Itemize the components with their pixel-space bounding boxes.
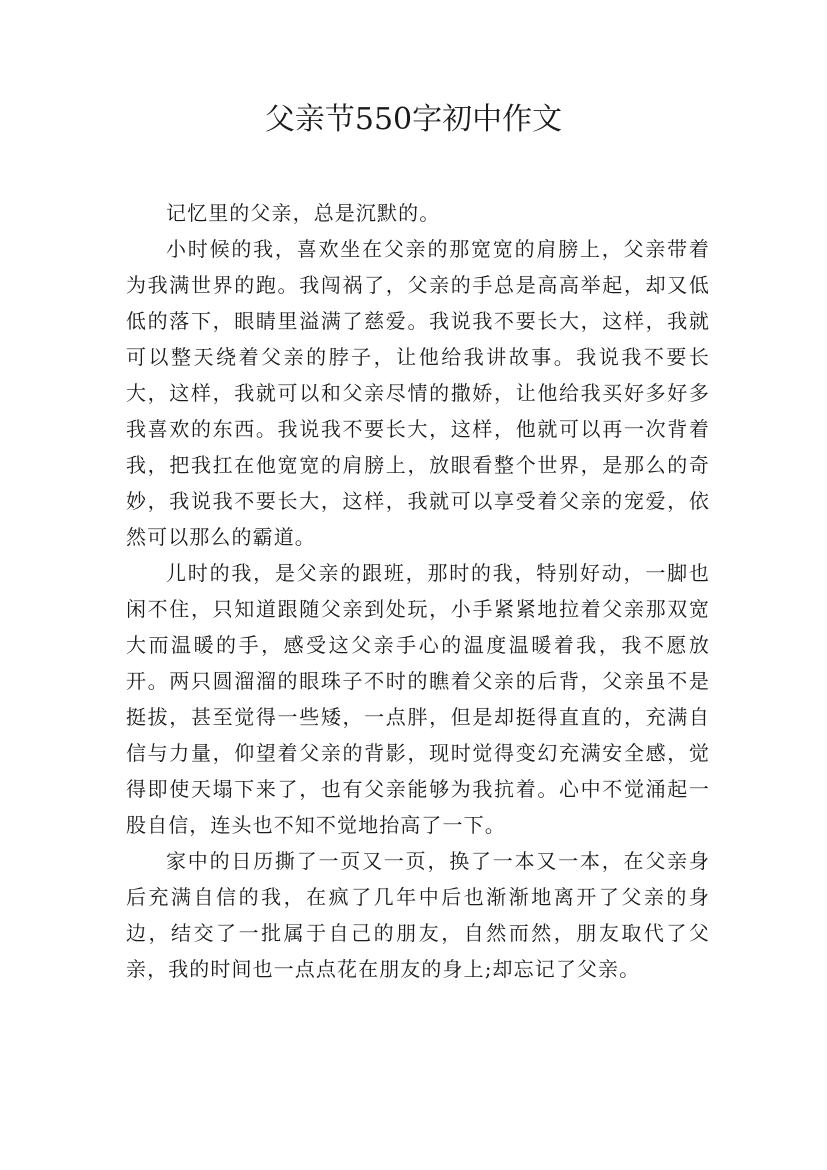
paragraph-3: 儿时的我，是父亲的跟班，那时的我，特别好动，一脚也闲不住，只知道跟随父亲到处玩，小手紧紧地拉着父亲那双宽大而温暖的手，感受这父亲手心的温度温暖着我，我不愿放开。两只圆溜溜的眼珠子不时的瞧着父亲的后背，父亲虽不是挺拔，甚至觉得一些矮，一点胖，但是却挺得直直的，充满自信与力量，仰望着父亲的背影，现时觉得变幻充满安全感，觉得即使天塌下来了，也有父亲能够为我抗着。心中不觉涌起一股自信，连头也不知不觉地抬高了一下。	[126, 561, 710, 837]
document-title: 父亲节550字初中作文	[264, 102, 563, 137]
paragraph-2: 小时候的我，喜欢坐在父亲的那宽宽的肩膀上，父亲带着为我满世界的跑。我闯祸了，父亲的手总是高高举起，却又低低的落下，眼睛里溢满了慈爱。我说我不要长大，这样，我就可以整天绕着父亲的脖子，让他给我讲故事。我说我不要长大，这样，我就可以和父亲尽情的撒娇，让他给我买好多好多我喜欢的东西。我说我不要长大，这样，他就可以再一次背着我，把我扛在他宽宽的肩膀上，放眼看整个世界，是那么的奇妙，我说我不要长大，这样，我就可以享受着父亲的宠爱，依然可以那么的霸道。	[126, 237, 710, 549]
paragraph-4: 家中的日历撕了一页又一页，换了一本又一本，在父亲身后充满自信的我，在疯了几年中后也渐渐地离开了父亲的身边，结交了一批属于自己的朋友，自然而然，朋友取代了父亲，我的时间也一点点花在朋友的身上;却忘记了父亲。	[126, 849, 710, 981]
paragraph-1: 记忆里的父亲，总是沉默的。	[166, 201, 441, 225]
document-body	[126, 195, 710, 987]
